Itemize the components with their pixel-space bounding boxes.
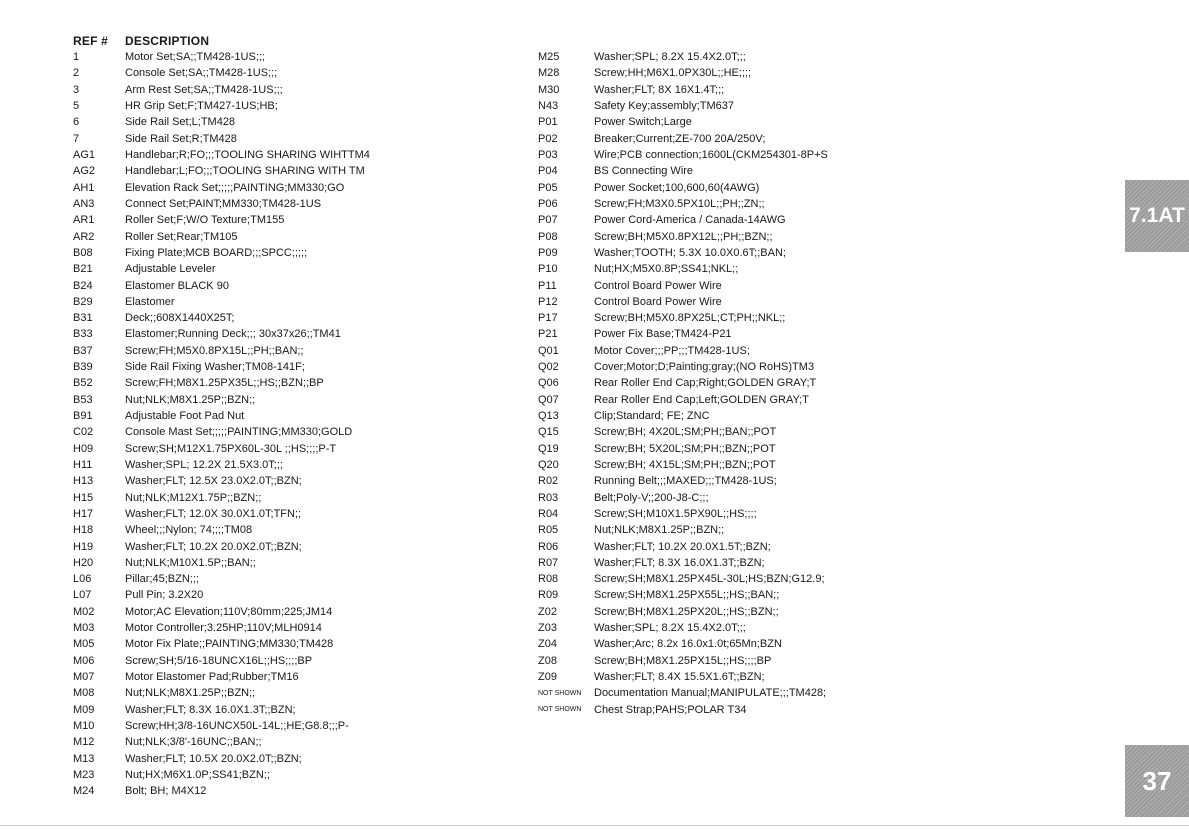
part-row [73, 734, 513, 750]
part-row [538, 685, 1058, 701]
part-row [73, 767, 513, 783]
part-row [538, 604, 1058, 620]
part-ref: B91 [73, 410, 93, 423]
part-row [73, 131, 513, 147]
part-ref: B31 [73, 312, 93, 325]
part-row [73, 408, 513, 424]
part-description: Rear Roller End Cap;Right;GOLDEN GRAY;T [594, 377, 817, 390]
part-ref: R06 [538, 540, 559, 553]
part-description: Washer;FLT; 12.0X 30.0X1.0T;TFN;; [125, 507, 302, 520]
part-ref: P21 [538, 328, 558, 341]
part-ref: 7 [73, 132, 80, 145]
part-row [73, 555, 513, 571]
part-description: Screw;SH;M12X1.75PX60L-30L ;;HS;;;;P-T [125, 442, 337, 455]
part-ref: 2 [73, 67, 80, 80]
part-row [538, 424, 1058, 440]
part-description: Control Board Power Wire [594, 279, 722, 292]
part-row [73, 702, 513, 718]
part-description: Nut;HX;M6X1.0P;SS41;BZN;; [125, 768, 270, 781]
part-ref: H20 [73, 556, 94, 569]
part-ref: M24 [73, 785, 95, 798]
part-row [538, 114, 1058, 130]
part-row [538, 212, 1058, 228]
part-ref: B33 [73, 328, 93, 341]
part-description: Deck;;608X1440X25T; [125, 312, 235, 325]
part-ref: NOT SHOWN [538, 706, 582, 714]
part-row [538, 228, 1058, 244]
part-ref: Q20 [538, 458, 559, 471]
part-ref: M08 [73, 687, 95, 700]
part-description: Screw;FH;M8X1.25PX35L;;HS;;BZN;;BP [125, 377, 324, 390]
part-description: Wire;PCB connection;1600L(CKM254301-8P+S [594, 149, 828, 162]
part-row [73, 359, 513, 375]
part-ref: B21 [73, 263, 93, 276]
part-ref: Z04 [538, 638, 557, 651]
part-row [73, 163, 513, 179]
part-description: BS Connecting Wire [594, 165, 694, 178]
part-row [73, 98, 513, 114]
part-ref: C02 [73, 426, 94, 439]
part-ref: L06 [73, 573, 92, 586]
part-ref: H13 [73, 475, 94, 488]
part-row [538, 375, 1058, 391]
part-ref: H09 [73, 442, 94, 455]
parts-list-left-column [73, 33, 513, 799]
part-ref: M02 [73, 605, 95, 618]
part-row [538, 669, 1058, 685]
part-ref: Q07 [538, 393, 559, 406]
part-description: Adjustable Leveler [125, 263, 216, 276]
part-row [73, 114, 513, 130]
part-row [538, 392, 1058, 408]
part-description: HR Grip Set;F;TM427-1US;HB; [125, 100, 278, 113]
part-description: Elastomer BLACK 90 [125, 279, 229, 292]
part-description: Motor Controller;3.25HP;110V;MLH0914 [125, 622, 322, 635]
part-row [538, 473, 1058, 489]
part-ref: L07 [73, 589, 92, 602]
part-ref: P08 [538, 230, 558, 243]
part-description: Screw;BH;M5X0.8PX12L;;PH;;BZN;; [594, 230, 773, 243]
section-tab: 7.1AT [1125, 180, 1189, 252]
part-description: Elevation Rack Set;;;;;PAINTING;MM330;GO [125, 181, 345, 194]
part-ref: P06 [538, 197, 558, 210]
part-description: Screw;SH;5/16-18UNCX16L;;HS;;;;BP [125, 654, 313, 667]
part-description: Screw;SH;M10X1.5PX90L;;HS;;;; [594, 507, 757, 520]
part-row [73, 424, 513, 440]
part-row [538, 359, 1058, 375]
part-description: Screw;BH;M8X1.25PX15L;;HS;;;;BP [594, 654, 772, 667]
part-ref: P01 [538, 116, 558, 129]
part-ref: Z02 [538, 605, 557, 618]
part-row [73, 636, 513, 652]
part-description: Elastomer;Running Deck;;; 30x37x26;;TM41 [125, 328, 341, 341]
part-row [538, 196, 1058, 212]
part-row [73, 392, 513, 408]
part-row [73, 49, 513, 65]
part-ref: B53 [73, 393, 93, 406]
part-row [73, 326, 513, 342]
part-description: Rear Roller End Cap;Left;GOLDEN GRAY;T [594, 393, 809, 406]
part-description: Washer;FLT; 8.4X 15.5X1.6T;;BZN; [594, 671, 765, 684]
part-row [538, 261, 1058, 277]
part-description: Clip;Standard; FE; ZNC [594, 410, 710, 423]
part-row [73, 245, 513, 261]
part-ref: P12 [538, 295, 558, 308]
part-row [73, 669, 513, 685]
part-description: Motor Set;SA;;TM428-1US;;; [125, 51, 265, 64]
part-ref: AR1 [73, 214, 95, 227]
part-ref: M05 [73, 638, 95, 651]
part-ref: Q06 [538, 377, 559, 390]
part-row [538, 555, 1058, 571]
part-description: Motor Fix Plate;;PAINTING;MM330;TM428 [125, 638, 334, 651]
part-row [538, 147, 1058, 163]
part-description: Pillar;45;BZN;;; [125, 573, 199, 586]
part-description: Power Socket;100,600,60(4AWG) [594, 181, 760, 194]
part-description: Arm Rest Set;SA;;TM428-1US;;; [125, 83, 283, 96]
part-row [538, 441, 1058, 457]
part-row [538, 277, 1058, 293]
part-ref: M13 [73, 752, 95, 765]
part-description: Screw;FH;M3X0.5PX10L;;PH;;ZN;; [594, 197, 765, 210]
part-row [73, 489, 513, 505]
part-row [538, 49, 1058, 65]
part-ref: M07 [73, 671, 95, 684]
part-ref: R05 [538, 524, 559, 537]
part-row [538, 180, 1058, 196]
part-row [538, 587, 1058, 603]
part-row [73, 180, 513, 196]
part-ref: P05 [538, 181, 558, 194]
parts-list-left-rows [73, 49, 513, 799]
part-description: Breaker;Current;ZE-700 20A/250V; [594, 132, 766, 145]
part-description: Screw;BH; 4X20L;SM;PH;;BAN;;POT [594, 426, 777, 439]
part-ref: Q15 [538, 426, 559, 439]
part-ref: 3 [73, 83, 80, 96]
part-row [73, 653, 513, 669]
part-row [538, 82, 1058, 98]
part-ref: B08 [73, 246, 93, 259]
part-row [538, 636, 1058, 652]
part-row [73, 685, 513, 701]
part-ref: Q19 [538, 442, 559, 455]
part-row [73, 212, 513, 228]
part-ref: H17 [73, 507, 94, 520]
part-row [538, 163, 1058, 179]
part-description: Washer;FLT; 10.2X 20.0X1.5T;;BZN; [594, 540, 771, 553]
part-ref: B39 [73, 361, 93, 374]
part-row [73, 196, 513, 212]
part-row [73, 375, 513, 391]
part-description: Screw;BH;M8X1.25PX20L;;HS;;BZN;; [594, 605, 779, 618]
part-description: Roller Set;F;W/O Texture;TM155 [125, 214, 285, 227]
part-row [73, 277, 513, 293]
part-description: Power Switch;Large [594, 116, 692, 129]
part-description: Washer;FLT; 12.5X 23.0X2.0T;;BZN; [125, 475, 302, 488]
part-row [73, 522, 513, 538]
part-row [538, 245, 1058, 261]
part-row [538, 702, 1058, 718]
part-row [73, 441, 513, 457]
parts-list-right-rows [538, 49, 1058, 718]
part-row [73, 538, 513, 554]
part-description: Chest Strap;PAHS;POLAR T34 [594, 703, 747, 716]
part-row [73, 506, 513, 522]
part-row [538, 538, 1058, 554]
part-ref: Q02 [538, 361, 559, 374]
part-row [538, 131, 1058, 147]
part-ref: AH1 [73, 181, 95, 194]
part-ref: AN3 [73, 197, 95, 210]
bottom-rule [0, 825, 1189, 826]
part-ref: M25 [538, 51, 560, 64]
part-row [538, 65, 1058, 81]
part-row [73, 718, 513, 734]
part-description: Nut;NLK;M10X1.5P;;BAN;; [125, 556, 256, 569]
part-ref: M23 [73, 768, 95, 781]
part-ref: P10 [538, 263, 558, 276]
parts-list-header-spacer [538, 33, 1058, 49]
part-row [73, 147, 513, 163]
part-ref: 5 [73, 100, 80, 113]
part-row [538, 653, 1058, 669]
part-row [538, 506, 1058, 522]
part-description: Side Rail Set;R;TM428 [125, 132, 237, 145]
part-description: Cover;Motor;D;Painting;gray;(NO RoHS)TM3 [594, 361, 815, 374]
part-ref: AG1 [73, 149, 96, 162]
part-description: Power Cord-America / Canada-14AWG [594, 214, 786, 227]
part-description: Elastomer [125, 295, 175, 308]
part-row [538, 294, 1058, 310]
part-ref: R02 [538, 475, 559, 488]
part-row [538, 571, 1058, 587]
part-description: Adjustable Foot Pad Nut [125, 410, 245, 423]
ref-column-header: REF # [73, 34, 109, 48]
part-row [538, 326, 1058, 342]
part-description: Control Board Power Wire [594, 295, 722, 308]
part-ref: Z03 [538, 622, 557, 635]
part-description: Pull Pin; 3.2X20 [125, 589, 204, 602]
part-row [73, 294, 513, 310]
part-ref: P07 [538, 214, 558, 227]
part-description: Bolt; BH; M4X12 [125, 785, 207, 798]
part-description: Washer;FLT; 8.3X 16.0X1.3T;;BZN; [594, 556, 765, 569]
part-ref: P09 [538, 246, 558, 259]
part-description: Handlebar;L;FO;;;TOOLING SHARING WITH TM [125, 165, 365, 178]
part-description: Screw;BH; 4X15L;SM;PH;;BZN;;POT [594, 458, 776, 471]
part-ref: AR2 [73, 230, 95, 243]
part-ref: Z08 [538, 654, 557, 667]
part-ref: H19 [73, 540, 94, 553]
part-description: Screw;HH;M6X1.0PX30L;;HE;;;; [594, 67, 752, 80]
part-ref: H11 [73, 458, 93, 471]
part-ref: R03 [538, 491, 559, 504]
part-row [73, 620, 513, 636]
part-row [73, 473, 513, 489]
part-description: Nut;HX;M5X0.8P;SS41;NKL;; [594, 263, 739, 276]
part-row [73, 783, 513, 799]
part-row [73, 310, 513, 326]
part-description: Washer;FLT; 8X 16X1.4T;;; [594, 83, 725, 96]
part-row [73, 604, 513, 620]
part-description: Washer;SPL; 8.2X 15.4X2.0T;;; [594, 622, 746, 635]
part-ref: 1 [73, 51, 80, 64]
part-description: Roller Set;Rear;TM105 [125, 230, 238, 243]
part-description: Console Mast Set;;;;;PAINTING;MM330;GOLD [125, 426, 353, 439]
part-description: Screw;SH;M8X1.25PX55L;;HS;;BAN;; [594, 589, 780, 602]
part-row [538, 522, 1058, 538]
part-row [73, 82, 513, 98]
part-ref: M09 [73, 703, 95, 716]
part-description: Motor;AC Elevation;110V;80mm;225;JM14 [125, 605, 333, 618]
part-description: Nut;NLK;M8X1.25P;;BZN;; [125, 687, 256, 700]
part-row [538, 457, 1058, 473]
part-description: Console Set;SA;;TM428-1US;;; [125, 67, 278, 80]
part-description: Nut;NLK;M8X1.25P;;BZN;; [125, 393, 256, 406]
part-row [73, 571, 513, 587]
part-ref: 6 [73, 116, 80, 129]
part-description: Screw;HH;3/8-16UNCX50L-14L;;HE;G8.8;;;P- [125, 719, 349, 732]
part-description: Fixing Plate;MCB BOARD;;;SPCC;;;;; [125, 246, 308, 259]
part-ref: M06 [73, 654, 95, 667]
part-row [538, 620, 1058, 636]
part-description: Nut;NLK;M12X1.75P;;BZN;; [125, 491, 262, 504]
part-description: Wheel;;;Nylon; 74;;;;TM08 [125, 524, 253, 537]
part-ref: Q01 [538, 344, 559, 357]
part-ref: B29 [73, 295, 93, 308]
part-row [73, 65, 513, 81]
part-row [538, 408, 1058, 424]
part-description: Handlebar;R;FO;;;TOOLING SHARING WIHTTM4 [125, 149, 370, 162]
part-ref: NOT SHOWN [538, 689, 582, 697]
part-description: Washer;Arc; 8.2x 16.0x1.0t;65Mn;BZN [594, 638, 782, 651]
part-description: Documentation Manual;MANIPULATE;;;TM428; [594, 687, 827, 700]
part-description: Washer;SPL; 8.2X 15.4X2.0T;;; [594, 51, 746, 64]
part-description: Screw;FH;M5X0.8PX15L;;PH;;BAN;; [125, 344, 304, 357]
part-ref: H18 [73, 524, 94, 537]
description-column-header: DESCRIPTION [125, 34, 210, 48]
part-ref: M03 [73, 622, 95, 635]
part-ref: M10 [73, 719, 95, 732]
part-ref: M28 [538, 67, 560, 80]
part-ref: B52 [73, 377, 93, 390]
part-ref: R04 [538, 507, 559, 520]
part-row [538, 310, 1058, 326]
part-description: Washer;FLT; 10.5X 20.0X2.0T;;BZN; [125, 752, 302, 765]
part-description: Screw;BH;M5X0.8PX25L;CT;PH;;NKL;; [594, 312, 786, 325]
part-ref: P11 [538, 279, 557, 292]
part-ref: M12 [73, 736, 95, 749]
part-description: Washer;FLT; 8.3X 16.0X1.3T;;BZN; [125, 703, 296, 716]
part-row [538, 343, 1058, 359]
part-description: Washer;FLT; 10.2X 20.0X2.0T;;BZN; [125, 540, 302, 553]
part-description: Screw;BH; 5X20L;SM;PH;;BZN;;POT [594, 442, 776, 455]
page-number-tab: 37 [1125, 745, 1189, 817]
part-ref: Q13 [538, 410, 559, 423]
part-row [73, 457, 513, 473]
part-description: Motor Elastomer Pad;Rubber;TM16 [125, 671, 299, 684]
parts-list-right-column [538, 33, 1058, 718]
part-ref: H15 [73, 491, 94, 504]
parts-list-header [73, 33, 513, 49]
part-ref: R08 [538, 573, 559, 586]
part-description: Safety Key;assembly;TM637 [594, 100, 735, 113]
part-description: Connect Set;PAINT;MM330;TM428-1US [125, 197, 322, 210]
part-ref: Z09 [538, 671, 557, 684]
part-ref: N43 [538, 100, 559, 113]
part-ref: P17 [538, 312, 558, 325]
part-description: Screw;SH;M8X1.25PX45L-30L;HS;BZN;G12.9; [594, 573, 825, 586]
part-description: Motor Cover;;;PP;;;TM428-1US; [594, 344, 750, 357]
part-ref: P04 [538, 165, 558, 178]
part-description: Side Rail Set;L;TM428 [125, 116, 236, 129]
part-description: Washer;SPL; 12.2X 21.5X3.0T;;; [125, 458, 283, 471]
part-ref: AG2 [73, 165, 96, 178]
part-row [538, 98, 1058, 114]
part-ref: M30 [538, 83, 560, 96]
part-row [73, 587, 513, 603]
part-ref: R09 [538, 589, 559, 602]
part-ref: P03 [538, 149, 558, 162]
part-ref: B37 [73, 344, 93, 357]
part-description: Nut;NLK;3/8'-16UNC;;BAN;; [125, 736, 262, 749]
part-description: Side Rail Fixing Washer;TM08-141F; [125, 361, 305, 374]
part-description: Running Belt;;;MAXED;;;TM428-1US; [594, 475, 777, 488]
part-ref: R07 [538, 556, 559, 569]
part-description: Nut;NLK;M8X1.25P;;BZN;; [594, 524, 725, 537]
part-ref: B24 [73, 279, 93, 292]
part-description: Power Fix Base;TM424-P21 [594, 328, 732, 341]
part-description: Belt;Poly-V;;200-J8-C;;; [594, 491, 709, 504]
part-ref: P02 [538, 132, 558, 145]
part-row [73, 343, 513, 359]
part-description: Washer;TOOTH; 5.3X 10.0X0.6T;;BAN; [594, 246, 786, 259]
part-row [538, 489, 1058, 505]
part-row [73, 750, 513, 766]
part-row [73, 228, 513, 244]
part-row [73, 261, 513, 277]
